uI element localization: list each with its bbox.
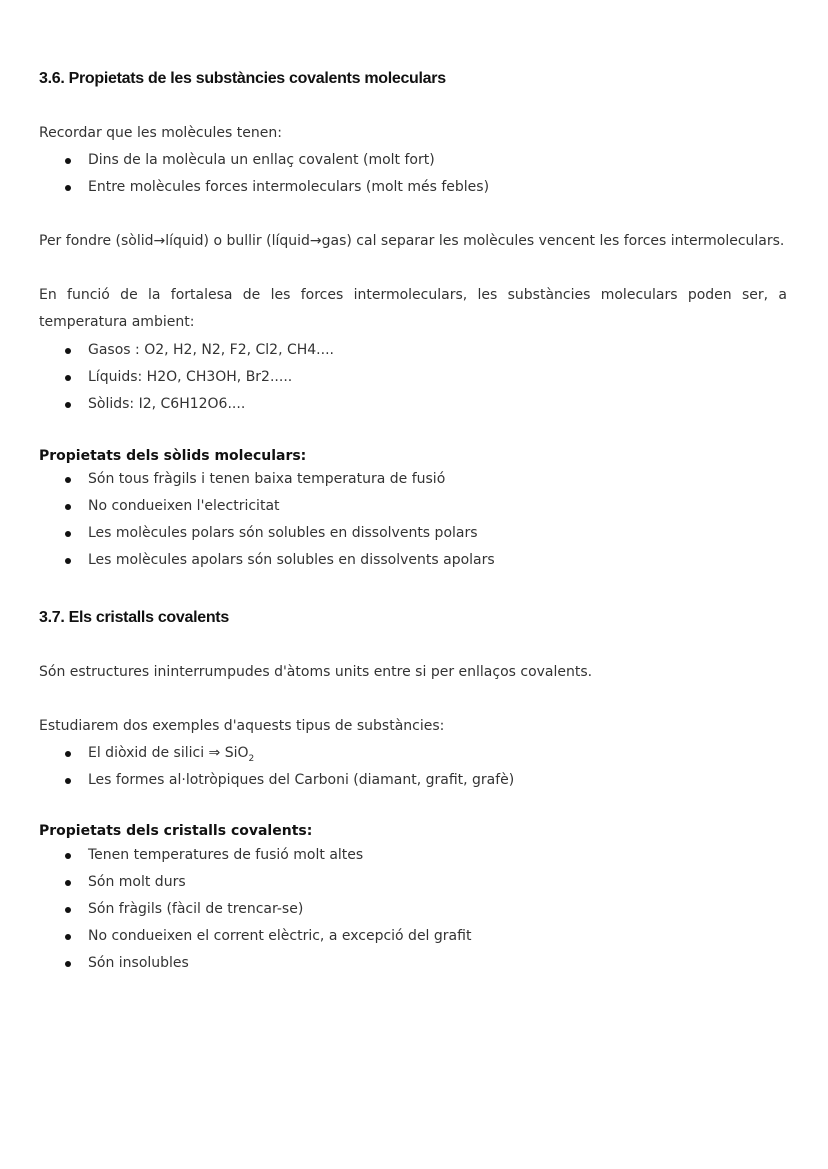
bullet-icon: [65, 185, 71, 191]
list-item: Són tous fràgils i tenen baixa temperatura de fusió: [60, 466, 495, 493]
bullet-icon: [65, 477, 71, 483]
bullet-icon: [65, 348, 71, 354]
list-item: Tenen temperatures de fusió molt altes: [60, 842, 471, 869]
list-item: Entre molècules forces intermoleculars (molt més febles): [60, 174, 489, 201]
list-item: No condueixen el corrent elèctric, a excepció del grafit: [60, 923, 471, 950]
strength-paragraph-line-1: En funció de la fortalesa de les forces intermoleculars, les substàncies moleculars poden ser, a: [39, 287, 787, 303]
list-item: Dins de la molècula un enllaç covalent (molt fort): [60, 147, 489, 174]
bullet-icon: [65, 504, 71, 510]
bullet-icon: [65, 880, 71, 886]
list-item: Són molt durs: [60, 869, 471, 896]
molecular-solids-properties-list: [60, 466, 495, 574]
covalent-crystals-properties-list: [60, 842, 471, 977]
states-list: [60, 337, 334, 418]
bullet-icon: [65, 375, 71, 381]
examples-list: [60, 740, 514, 794]
bullet-icon: [65, 531, 71, 537]
list-item: Líquids: H2O, CH3OH, Br2.....: [60, 364, 334, 391]
list-item: No condueixen l'electricitat: [60, 493, 495, 520]
molecule-bond-list: [60, 147, 489, 201]
bullet-icon: [65, 934, 71, 940]
strength-paragraph-line-2: temperatura ambient:: [39, 314, 195, 330]
molecular-solids-heading: Propietats dels sòlids moleculars:: [39, 448, 307, 464]
bullet-icon: [65, 961, 71, 967]
covalent-crystals-definition: Són estructures ininterrumpudes d'àtoms units entre si per enllaços covalents.: [39, 664, 593, 680]
covalent-crystals-heading: Propietats dels cristalls covalents:: [39, 823, 313, 839]
bullet-icon: [65, 778, 71, 784]
melting-paragraph: Per fondre (sòlid→líquid) o bullir (líquid→gas) cal separar les molècules vencent les forces intermoleculars.: [39, 233, 785, 249]
list-item: Les molècules polars són solubles en dissolvents polars: [60, 520, 495, 547]
bullet-icon: [65, 853, 71, 859]
bullet-icon: [65, 558, 71, 564]
bullet-icon: [65, 751, 71, 757]
section-3-6-title: 3.6. Propietats de les substàncies covalents moleculars: [39, 70, 446, 87]
bullet-icon: [65, 402, 71, 408]
bullet-icon: [65, 907, 71, 913]
list-item: Les formes al·lotròpiques del Carboni (diamant, grafit, grafè): [60, 767, 514, 794]
list-item: Són fràgils (fàcil de trencar-se): [60, 896, 471, 923]
bullet-icon: [65, 158, 71, 164]
section-3-7-title: 3.7. Els cristalls covalents: [39, 609, 229, 626]
list-item: El diòxid de silici ⇒ SiO$_2$: [60, 740, 514, 767]
list-item: Gasos : O2, H2, N2, F2, Cl2, CH4....: [60, 337, 334, 364]
strength-paragraph: [39, 282, 787, 336]
list-item: Les molècules apolars són solubles en dissolvents apolars: [60, 547, 495, 574]
examples-intro: Estudiarem dos exemples d'aquests tipus de substàncies:: [39, 718, 445, 734]
list-item: Sòlids: I2, C6H12O6....: [60, 391, 334, 418]
molecules-intro: Recordar que les molècules tenen:: [39, 125, 282, 141]
list-item: Són insolubles: [60, 950, 471, 977]
